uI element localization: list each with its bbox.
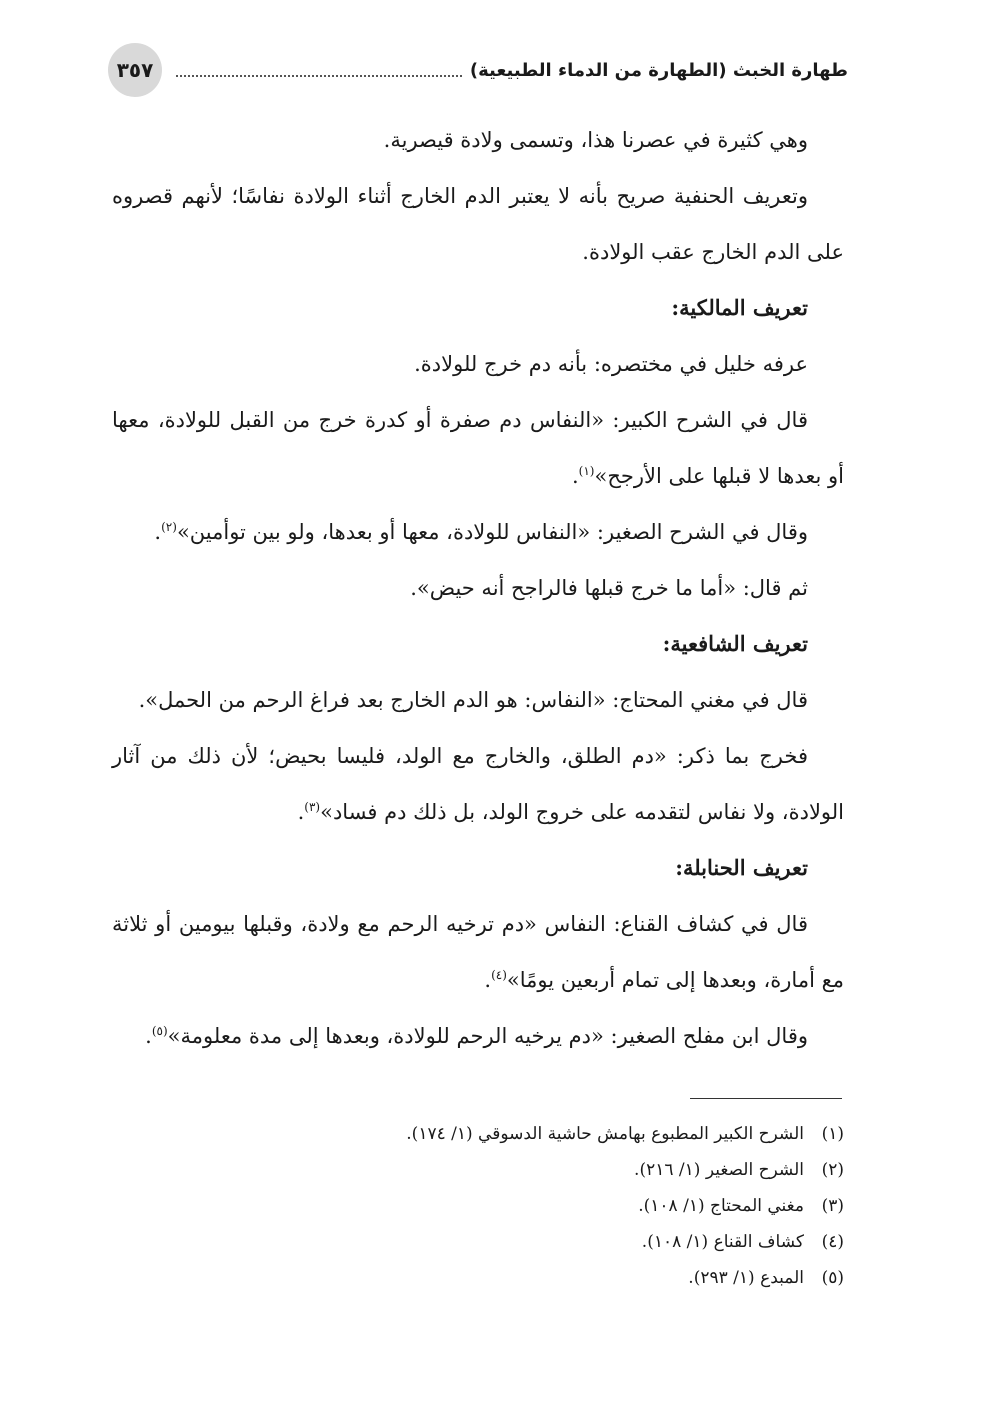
- section-heading-hanbali: تعريف الحنابلة:: [675, 855, 808, 880]
- footnote: [112, 1260, 844, 1296]
- period: .: [571, 464, 579, 488]
- footnote-text: الشرح الصغير (١/ ٢١٦).: [634, 1160, 804, 1180]
- paragraph: وهي كثيرة في عصرنا هذا، وتسمى ولادة قيصرية.: [383, 128, 808, 152]
- footnote: [112, 1152, 844, 1188]
- paragraph-text: قال في الشرح الكبير: «النفاس دم صفرة أو كدرة خرج من القبل للولادة، معها أو بعدها لا قبلها على الأرجح»: [112, 408, 844, 488]
- paragraph: [112, 896, 844, 1008]
- footnotes: [112, 1116, 844, 1296]
- paragraph-text: وقال ابن مفلح الصغير: «دم يرخيه الرحم للولادة، وبعدها إلى مدة معلومة»: [167, 1024, 808, 1048]
- footnote-text: كشاف القناع (١/ ١٠٨).: [641, 1232, 804, 1252]
- paragraph: قال في مغني المحتاج: «النفاس: هو الدم الخارج بعد فراغ الرحم من الحمل».: [138, 688, 808, 712]
- footnote-ref: (١): [578, 464, 595, 478]
- paragraph: [112, 728, 844, 840]
- paragraph-text: فخرج بما ذكر: «دم الطلق، والخارج مع الولد، فليسا بحيض؛ لأن ذلك من آثار الولادة، ولا نفاس لتقدمه على خروج الولد، بل ذلك دم فساد»: [112, 744, 844, 824]
- paragraph: [112, 1008, 844, 1064]
- main-text: [112, 112, 844, 1064]
- paragraph: [112, 504, 844, 560]
- footnote-ref: (٤): [491, 968, 507, 982]
- paragraph-text: قال في كشاف القناع: النفاس «دم ترخيه الرحم مع ولادة، وقبلها بيومين أو ثلاثة مع أمارة، وبعدها إلى تمام أربعين يومًا»: [112, 912, 844, 992]
- paragraph: وتعريف الحنفية صريح بأنه لا يعتبر الدم الخارج أثناء الولادة نفاسًا؛ لأنهم قصروه على الدم الخارج عقب الولادة.: [112, 184, 844, 264]
- footnote-number: (٣): [821, 1196, 844, 1216]
- period: .: [154, 520, 162, 544]
- footnote-ref: (٣): [304, 800, 321, 814]
- page-header: [108, 40, 848, 100]
- footnote: [112, 1188, 844, 1224]
- footnote-text: الشرح الكبير المطبوع بهامش حاشية الدسوقي (١/ ١٧٤).: [406, 1124, 804, 1144]
- footnote-separator: [690, 1098, 842, 1099]
- section-heading-maliki: تعريف المالكية:: [671, 295, 808, 320]
- paragraph: [112, 392, 844, 504]
- footnote-number: (١): [821, 1124, 844, 1144]
- section-heading-shafii: تعريف الشافعية:: [662, 631, 808, 656]
- paragraph-text: وقال في الشرح الصغير: «النفاس للولادة، معها أو بعدها، ولو بين توأمين»: [176, 520, 808, 544]
- footnote-number: (٥): [821, 1268, 844, 1288]
- footnote: [112, 1224, 844, 1260]
- period: .: [484, 968, 492, 992]
- header-dotted-leader: [176, 75, 462, 77]
- paragraph: ثم قال: «أما ما خرج قبلها فالراجح أنه حيض».: [410, 576, 808, 600]
- footnote-number: (٤): [821, 1232, 844, 1252]
- footnote-ref: (٢): [161, 520, 177, 534]
- footnote-text: مغني المحتاج (١/ ١٠٨).: [638, 1196, 804, 1216]
- running-title: طهارة الخبث (الطهارة من الدماء الطبيعية): [469, 59, 848, 81]
- footnote-number: (٢): [821, 1160, 844, 1180]
- page-number-badge: ٣٥٧: [108, 43, 162, 97]
- paragraph: عرفه خليل في مختصره: بأنه دم خرج للولادة.: [414, 352, 808, 376]
- period: .: [297, 800, 305, 824]
- period: .: [145, 1024, 152, 1048]
- footnote-text: المبدع (١/ ٢٩٣).: [688, 1268, 804, 1288]
- footnote: [112, 1116, 844, 1152]
- footnote-ref: (٥): [151, 1024, 168, 1038]
